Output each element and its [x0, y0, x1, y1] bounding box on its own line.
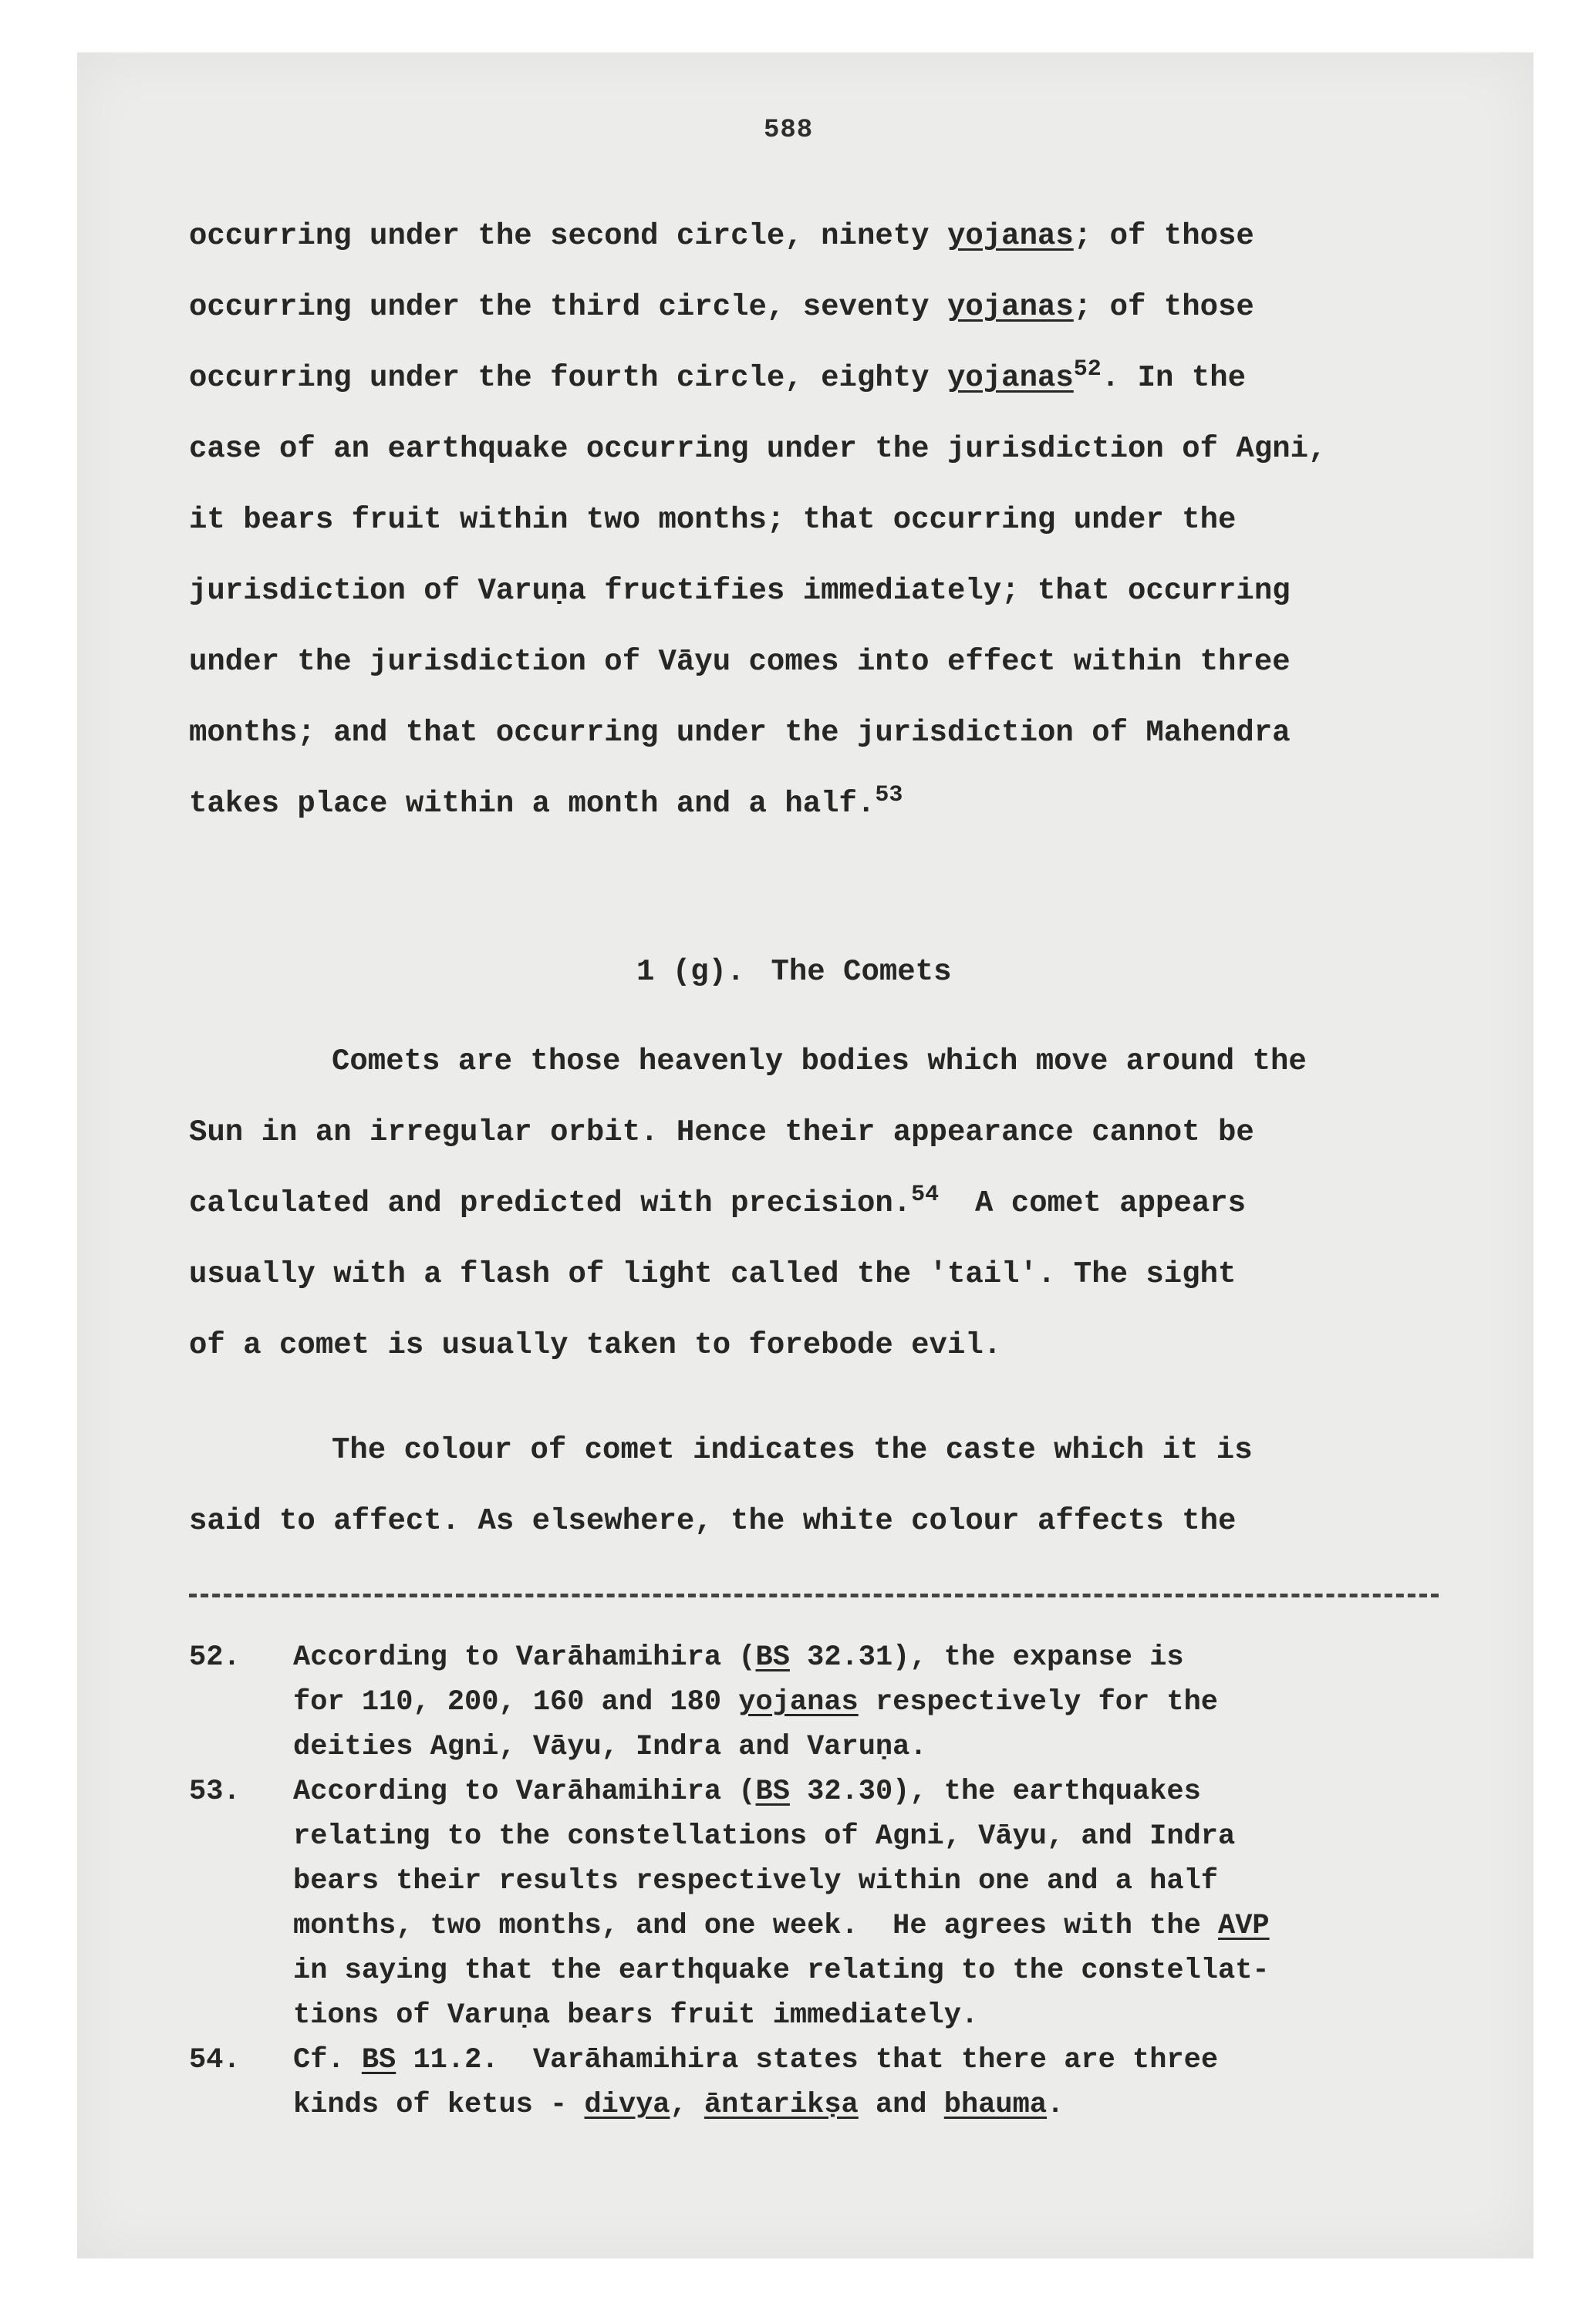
footnote-line: According to Varāhamihira (BS 32.31), the expanse is	[293, 1641, 1184, 1674]
page-number: 588	[764, 116, 814, 145]
text-line: case of an earthquake occurring under the jurisdiction of Agni,	[189, 432, 1327, 466]
text-line: occurring under the third circle, seventy yojanas; of those	[189, 290, 1254, 324]
footnote-line: deities Agni, Vāyu, Indra and Varuṇa.	[293, 1731, 927, 1763]
text-line: occurring under the second circle, ninety yojanas; of those	[189, 219, 1254, 253]
footnote-line: Cf. BS 11.2. Varāhamihira states that there are three	[293, 2044, 1219, 2076]
italic-term: yojanas	[946, 290, 1074, 324]
text-line: calculated and predicted with precision.$^{54}$ A comet appears	[189, 1182, 1247, 1220]
paragraph-earthquake	[189, 201, 1500, 839]
footnote-line: tions of Varuṇa bears fruit immediately.	[293, 1999, 979, 2032]
footnote-ref: 53	[875, 782, 903, 808]
text-line: occurring under the fourth circle, eighty yojanas$^{52}$. In the	[189, 356, 1247, 395]
footnote-line: in saying that the earthquake relating to the constellat-	[293, 1955, 1270, 1987]
footnote-ref: 54	[911, 1182, 940, 1208]
footnote-54	[189, 2038, 1500, 2127]
footnote-53	[189, 1769, 1500, 2038]
section-title: The Comets	[771, 955, 952, 989]
text-line: Sun in an irregular orbit. Hence their appearance cannot be	[189, 1115, 1254, 1149]
text-line: months; and that occurring under the jurisdiction of Mahendra	[189, 716, 1291, 750]
footnote-52	[189, 1635, 1500, 1769]
footnote-ref: 52	[1073, 356, 1102, 383]
footnote-number: 53.	[189, 1776, 241, 1808]
footnote-line: for 110, 200, 160 and 180 yojanas respectively for the	[293, 1686, 1219, 1719]
paragraph-colour	[189, 1415, 1500, 1557]
section-number: 1 (g).	[636, 955, 745, 989]
text-line: under the jurisdiction of Vāyu comes into effect within three	[189, 645, 1291, 679]
footnote-line: bears their results respectively within one and a half	[293, 1865, 1218, 1897]
footnote-divider	[189, 1594, 1439, 1597]
text-line: jurisdiction of Varuṇa fructifies immediately; that occurring	[189, 574, 1291, 608]
footnote-line: According to Varāhamihira (BS 32.30), the earthquakes	[293, 1776, 1201, 1808]
italic-term: yojanas	[946, 361, 1074, 395]
italic-term: yojanas	[946, 219, 1074, 253]
text-line: it bears fruit within two months; that occurring under the	[189, 503, 1237, 537]
section-heading	[636, 955, 951, 989]
footnote-number: 54.	[189, 2044, 241, 2076]
text-line: Comets are those heavenly bodies which move around the	[332, 1044, 1307, 1078]
footnotes	[189, 1635, 1500, 2127]
paragraph-comets	[189, 1026, 1500, 1381]
footnote-number: 52.	[189, 1641, 241, 1674]
footnote-line: relating to the constellations of Agni, Vāyu, and Indra	[293, 1820, 1236, 1853]
text-line: said to affect. As elsewhere, the white colour affects the	[189, 1504, 1237, 1538]
footnote-line: months, two months, and one week. He agrees with the AVP	[293, 1910, 1270, 1942]
text-line: takes place within a month and a half.$^{53}$	[189, 782, 903, 821]
footnote-line: kinds of ketus - divya, āntarikṣa and bhauma.	[293, 2089, 1065, 2121]
text-line: of a comet is usually taken to forebode evil.	[189, 1328, 1002, 1362]
text-line: usually with a flash of light called the 'tail'. The sight	[189, 1257, 1237, 1291]
text-line: The colour of comet indicates the caste which it is	[332, 1433, 1253, 1467]
